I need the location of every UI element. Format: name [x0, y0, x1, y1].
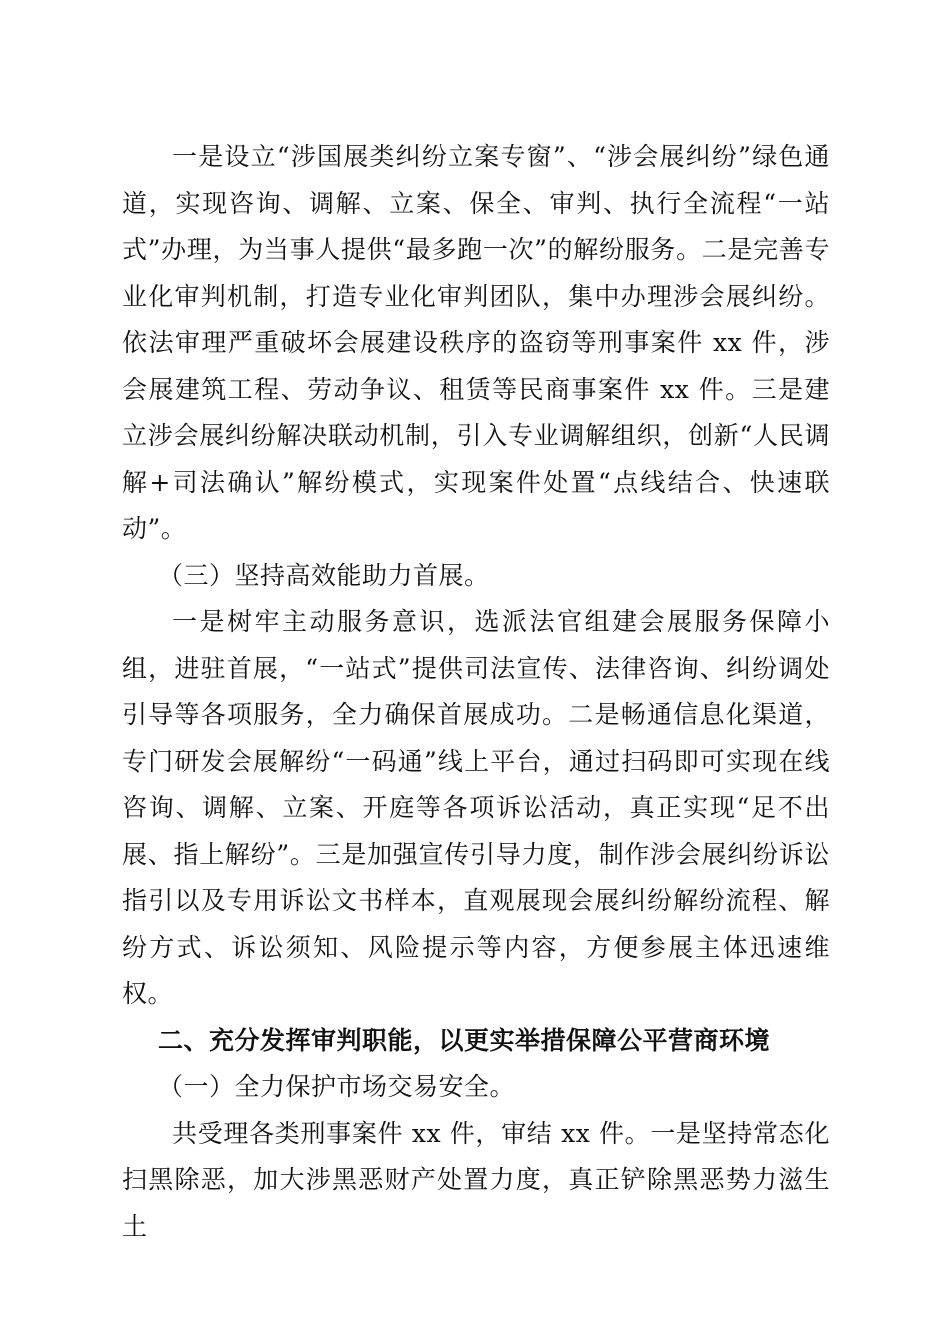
subheading-3: （三）坚持高效能助力首展。: [158, 560, 490, 590]
body-text: [122, 134, 830, 1250]
paragraph-3: 共受理各类刑事案件 xx 件，审结 xx 件。一是坚持常态化扫黑除恶，加大涉黑恶财产处置力度，真正铲除黑恶势力滋生土: [122, 1118, 830, 1241]
subheading-1: （一）全力保护市场交易安全。: [158, 1072, 516, 1101]
section-heading-2: 二、充分发挥审判职能，以更实举措保障公平营商环境: [158, 1025, 771, 1055]
paragraph-2: 一是树牢主动服务意识，选派法官组建会展服务保障小组，进驻首展，“一站式”提供司法宣传、法律咨询、纠纷调处引导等各项服务，全力确保首展成功。二是畅通信息化渠道，专门研发会展解纷“一码通”线上平台，通过扫码即可实现在线咨询、调解、立案、开庭等各项诉讼活动，真正实现“足不出展、指上解纷”。三是加强宣传引导力度，制作涉会展纠纷诉讼指引以及专用诉讼文书样本，直观展现会展纠纷解纷流程、解纷方式、诉讼须知、风险提示等内容，方便参展主体迅速维权。: [122, 607, 830, 1008]
paragraph-1: 一是设立“涉国展类纠纷立案专窗”、“涉会展纠纷”绿色通道，实现咨询、调解、立案、保全、审判、执行全流程“一站式”办理，为当事人提供“最多跑一次”的解纷服务。二是完善专业化审判机制，打造专业化审判团队，集中办理涉会展纠纷。依法审理严重破坏会展建设秩序的盗窃等刑事案件 xx 件，涉会展建筑工程、劳动争议、租赁等民商事案件 xx 件。三是建立涉会展纠纷解决联动机制，引入专业调解组织，创新“人民调解+司法确认”解纷模式，实现案件处置“点线结合、快速联动”。: [122, 142, 830, 543]
